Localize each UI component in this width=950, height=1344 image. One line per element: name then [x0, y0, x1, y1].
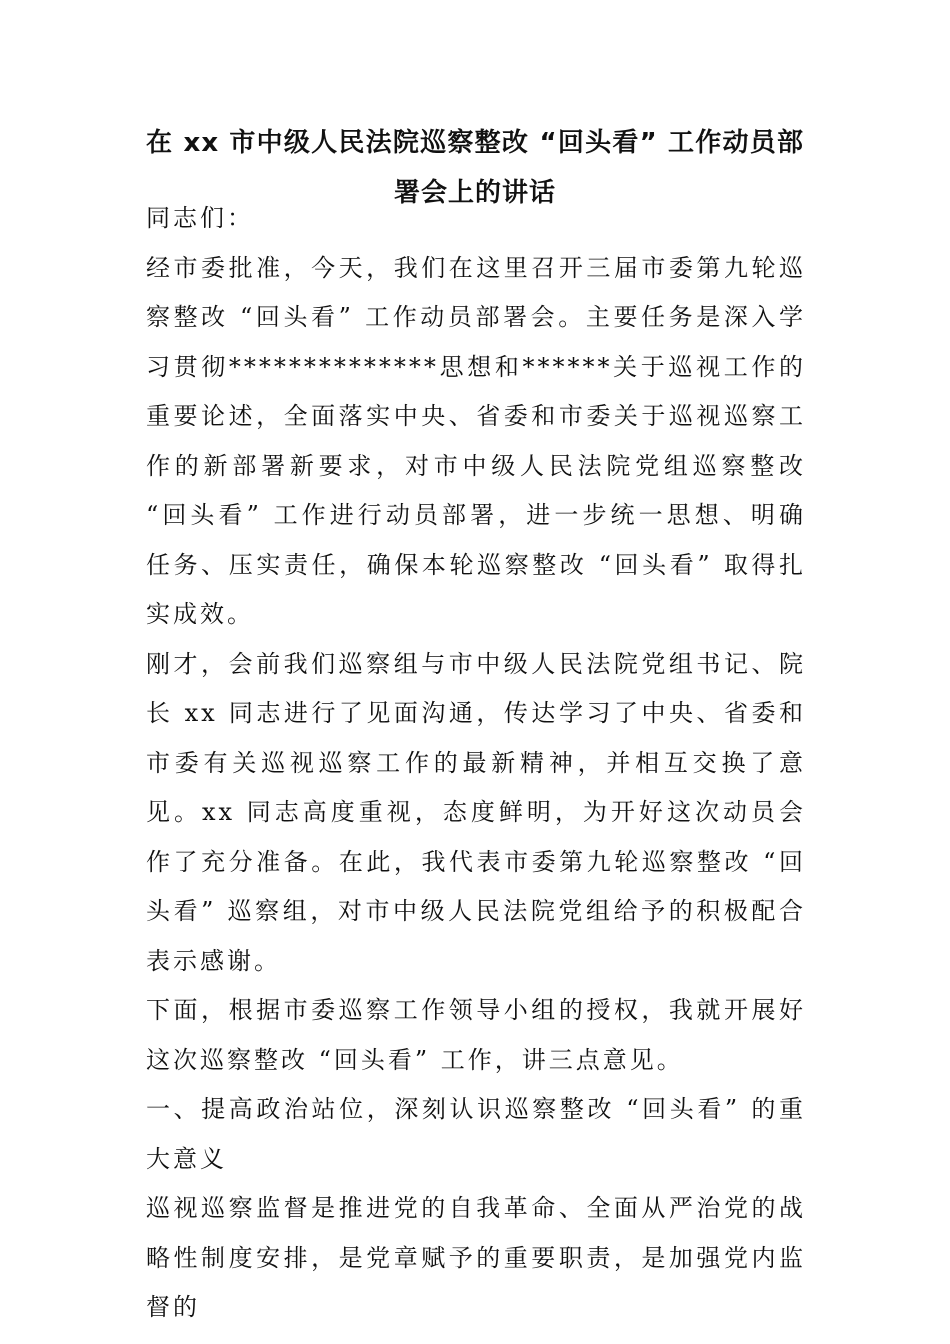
body-paragraph: 下面，根据市委巡察工作领导小组的授权，我就开展好这次巡察整改 “回头看” 工作，讲三点意见。 [146, 996, 806, 1074]
body-paragraph: 经市委批准，今天，我们在这里召开三届市委第九轮巡察整改 “回头看” 工作动员部署会。主要任务是深入学习贯彻**************思想和******关于巡视工作的重要论述，全面落实中央、省委和市委关于巡视巡察工作的新部署新要求，对市中级人民法院党组巡察整改 “回头看” 工作进行动员部署，进一步统一思想、明确任务、压实责任，确保本轮巡察整改 “回头看” 取得扎实成效。 [146, 253, 806, 628]
body-paragraph: 巡视巡察监督是推进党的自我革命、全面从严治党的战略性制度安排，是党章赋予的重要职责，是加强党内监督的 [146, 1194, 806, 1321]
body-paragraph: 刚才，会前我们巡察组与市中级人民法院党组书记、院长 xx 同志进行了见面沟通，传达学习了中央、省委和市委有关巡视巡察工作的最新精神，并相互交换了意见。xx 同志高度重视，态度鲜明，为开好这次动员会作了充分准备。在此，我代表市委第九轮巡察整改 “回头看” 巡察组，对市中级人民法院党组给予的积极配合表示感谢。 [146, 649, 806, 975]
salutation-paragraph: 同志们： [146, 204, 254, 232]
document-body [146, 194, 806, 1333]
document-title: 在 xx 市中级人民法院巡察整改 “回头看” 工作动员部署会上的讲话 [146, 128, 804, 208]
section-heading: 一、提高政治站位，深刻认识巡察整改 “回头看” 的重大意义 [146, 1095, 806, 1173]
